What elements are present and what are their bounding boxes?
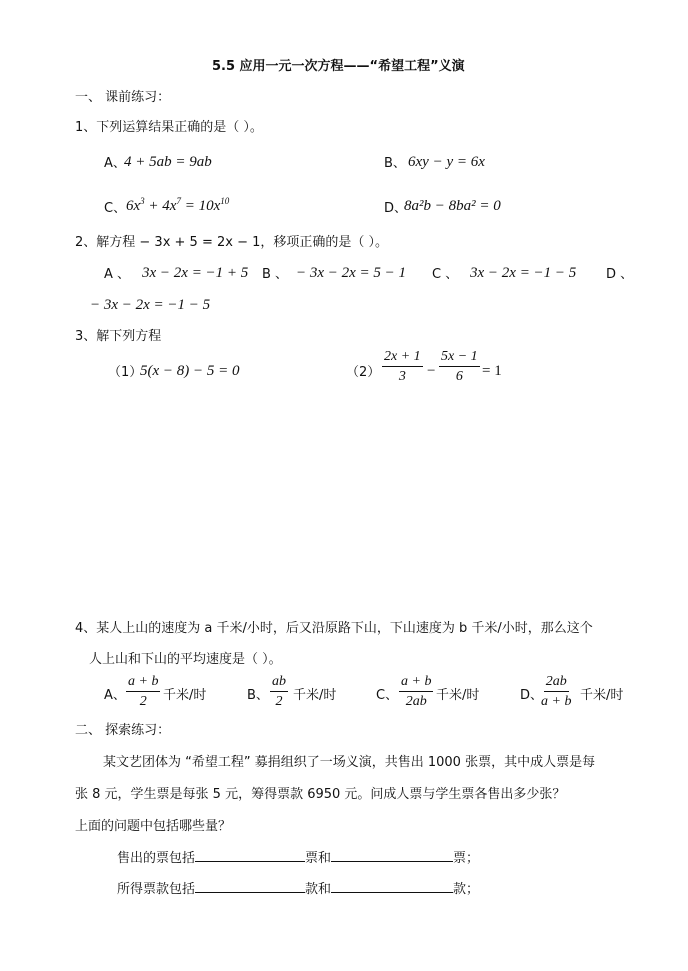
section-heading-2: 二、 探索练习： bbox=[75, 723, 171, 738]
q4-option-d-fraction bbox=[541, 675, 571, 709]
question-4-line-1: 4、某人上山的速度为 a 千米/小时，后又沿原路下山，下山速度为 b 千米/小时，那么这个 bbox=[75, 621, 593, 636]
q2-option-d-expr: − 3x − 2x = −1 − 5 bbox=[90, 297, 211, 313]
fraction-numerator: 2x + 1 bbox=[382, 350, 423, 367]
q2-option-a-expr: 3x − 2x = −1 + 5 bbox=[142, 265, 249, 281]
q4-option-c-label: C、 bbox=[376, 688, 399, 703]
q4-option-d-label: D、 bbox=[520, 688, 544, 703]
q2-option-d-label: D 、 bbox=[606, 267, 634, 282]
q2-option-c-expr: 3x − 2x = −1 − 5 bbox=[470, 265, 577, 281]
fraction-denominator: 2 bbox=[275, 694, 283, 709]
fill-2-mid: 款和 bbox=[305, 882, 332, 897]
q3-part-2-rhs: = 1 bbox=[482, 363, 502, 379]
fill-2-end: 款； bbox=[453, 882, 480, 897]
q3-part-2-fraction-2 bbox=[439, 350, 480, 384]
q4-option-c-unit: 千米/时 bbox=[436, 688, 480, 703]
q3-part-1-expr: 5(x − 8) − 5 = 0 bbox=[140, 363, 240, 379]
q4-option-a-unit: 千米/时 bbox=[163, 688, 207, 703]
q2-option-b-label: B 、 bbox=[262, 267, 289, 282]
fill-line-1 bbox=[117, 849, 479, 865]
fill-blank-1[interactable] bbox=[195, 849, 305, 862]
fraction-denominator: 2 bbox=[139, 694, 147, 709]
q1-option-a-label: A、 bbox=[104, 156, 126, 171]
q3-part-2-minus: − bbox=[427, 363, 436, 379]
q4-option-b-label: B、 bbox=[247, 688, 269, 703]
question-3-stem: 3、解下列方程 bbox=[75, 329, 162, 344]
fill-blank-4[interactable] bbox=[331, 880, 453, 893]
fraction-denominator: a + b bbox=[541, 694, 572, 709]
fill-blank-3[interactable] bbox=[195, 880, 305, 893]
q1-option-d-label: D、 bbox=[384, 201, 408, 216]
question-1-stem: 1、下列运算结果正确的是（ ）。 bbox=[75, 120, 263, 135]
q2-option-c-label: C 、 bbox=[432, 267, 459, 282]
question-2-stem: 2、解方程 − 3x + 5 = 2x − 1，移项正确的是（ ）。 bbox=[75, 235, 389, 250]
q3-part-2-fraction-1 bbox=[382, 350, 423, 384]
q4-option-b-unit: 千米/时 bbox=[293, 688, 337, 703]
q4-option-a-label: A、 bbox=[104, 688, 126, 703]
q1-option-d-expr: 8a²b − 8ba² = 0 bbox=[404, 198, 501, 214]
fraction-numerator: a + b bbox=[399, 675, 433, 692]
q1-option-b-expr: 6xy − y = 6x bbox=[408, 154, 485, 170]
fraction-numerator: 5x − 1 bbox=[439, 350, 480, 367]
fraction-numerator: 2ab bbox=[544, 675, 569, 692]
fraction-denominator: 2ab bbox=[405, 694, 427, 709]
fraction-denominator: 3 bbox=[398, 369, 406, 384]
q4-option-b-fraction bbox=[270, 675, 288, 709]
fill-1-end: 票； bbox=[453, 851, 480, 866]
section-heading-1: 一、 课前练习： bbox=[75, 90, 171, 105]
paragraph-line-1: 某文艺团体为 “希望工程” 募捐组织了一场义演，共售出 1000 张票，其中成人票是每 bbox=[103, 755, 596, 770]
fill-blank-2[interactable] bbox=[331, 849, 453, 862]
q3-part-2-label: （2） bbox=[346, 365, 381, 380]
q4-option-d-unit: 千米/时 bbox=[580, 688, 624, 703]
q4-option-a-fraction bbox=[126, 675, 160, 709]
fraction-denominator: 6 bbox=[455, 369, 463, 384]
question-4-line-2: 人上山和下山的平均速度是（ ）。 bbox=[89, 652, 282, 667]
question-prompt: 上面的问题中包括哪些量？ bbox=[75, 819, 232, 834]
q1-option-b-label: B、 bbox=[384, 156, 406, 171]
page-title: 5.5 应用一元一次方程——“希望工程”义演 bbox=[212, 59, 465, 74]
fill-1-mid: 票和 bbox=[305, 851, 332, 866]
fraction-numerator: ab bbox=[270, 675, 288, 692]
q1-option-c-label: C、 bbox=[104, 201, 127, 216]
q2-option-b-expr: − 3x − 2x = 5 − 1 bbox=[296, 265, 407, 281]
q1-option-a-expr: 4 + 5ab = 9ab bbox=[124, 154, 212, 170]
fill-2-label: 所得票款包括 bbox=[117, 882, 196, 897]
fill-1-label: 售出的票包括 bbox=[117, 851, 196, 866]
q4-option-c-fraction bbox=[399, 675, 433, 709]
fill-line-2 bbox=[117, 880, 479, 896]
q2-option-a-label: A 、 bbox=[104, 267, 131, 282]
paragraph-line-2: 张 8 元，学生票是每张 5 元，筹得票款 6950 元。问成人票与学生票各售出多少张？ bbox=[75, 787, 566, 802]
q1-option-c-expr: $6x^3 + 4x^7 = 10x^{10}$ bbox=[126, 196, 230, 214]
q3-part-1-label: （1） bbox=[108, 365, 143, 380]
fraction-numerator: a + b bbox=[126, 675, 160, 692]
